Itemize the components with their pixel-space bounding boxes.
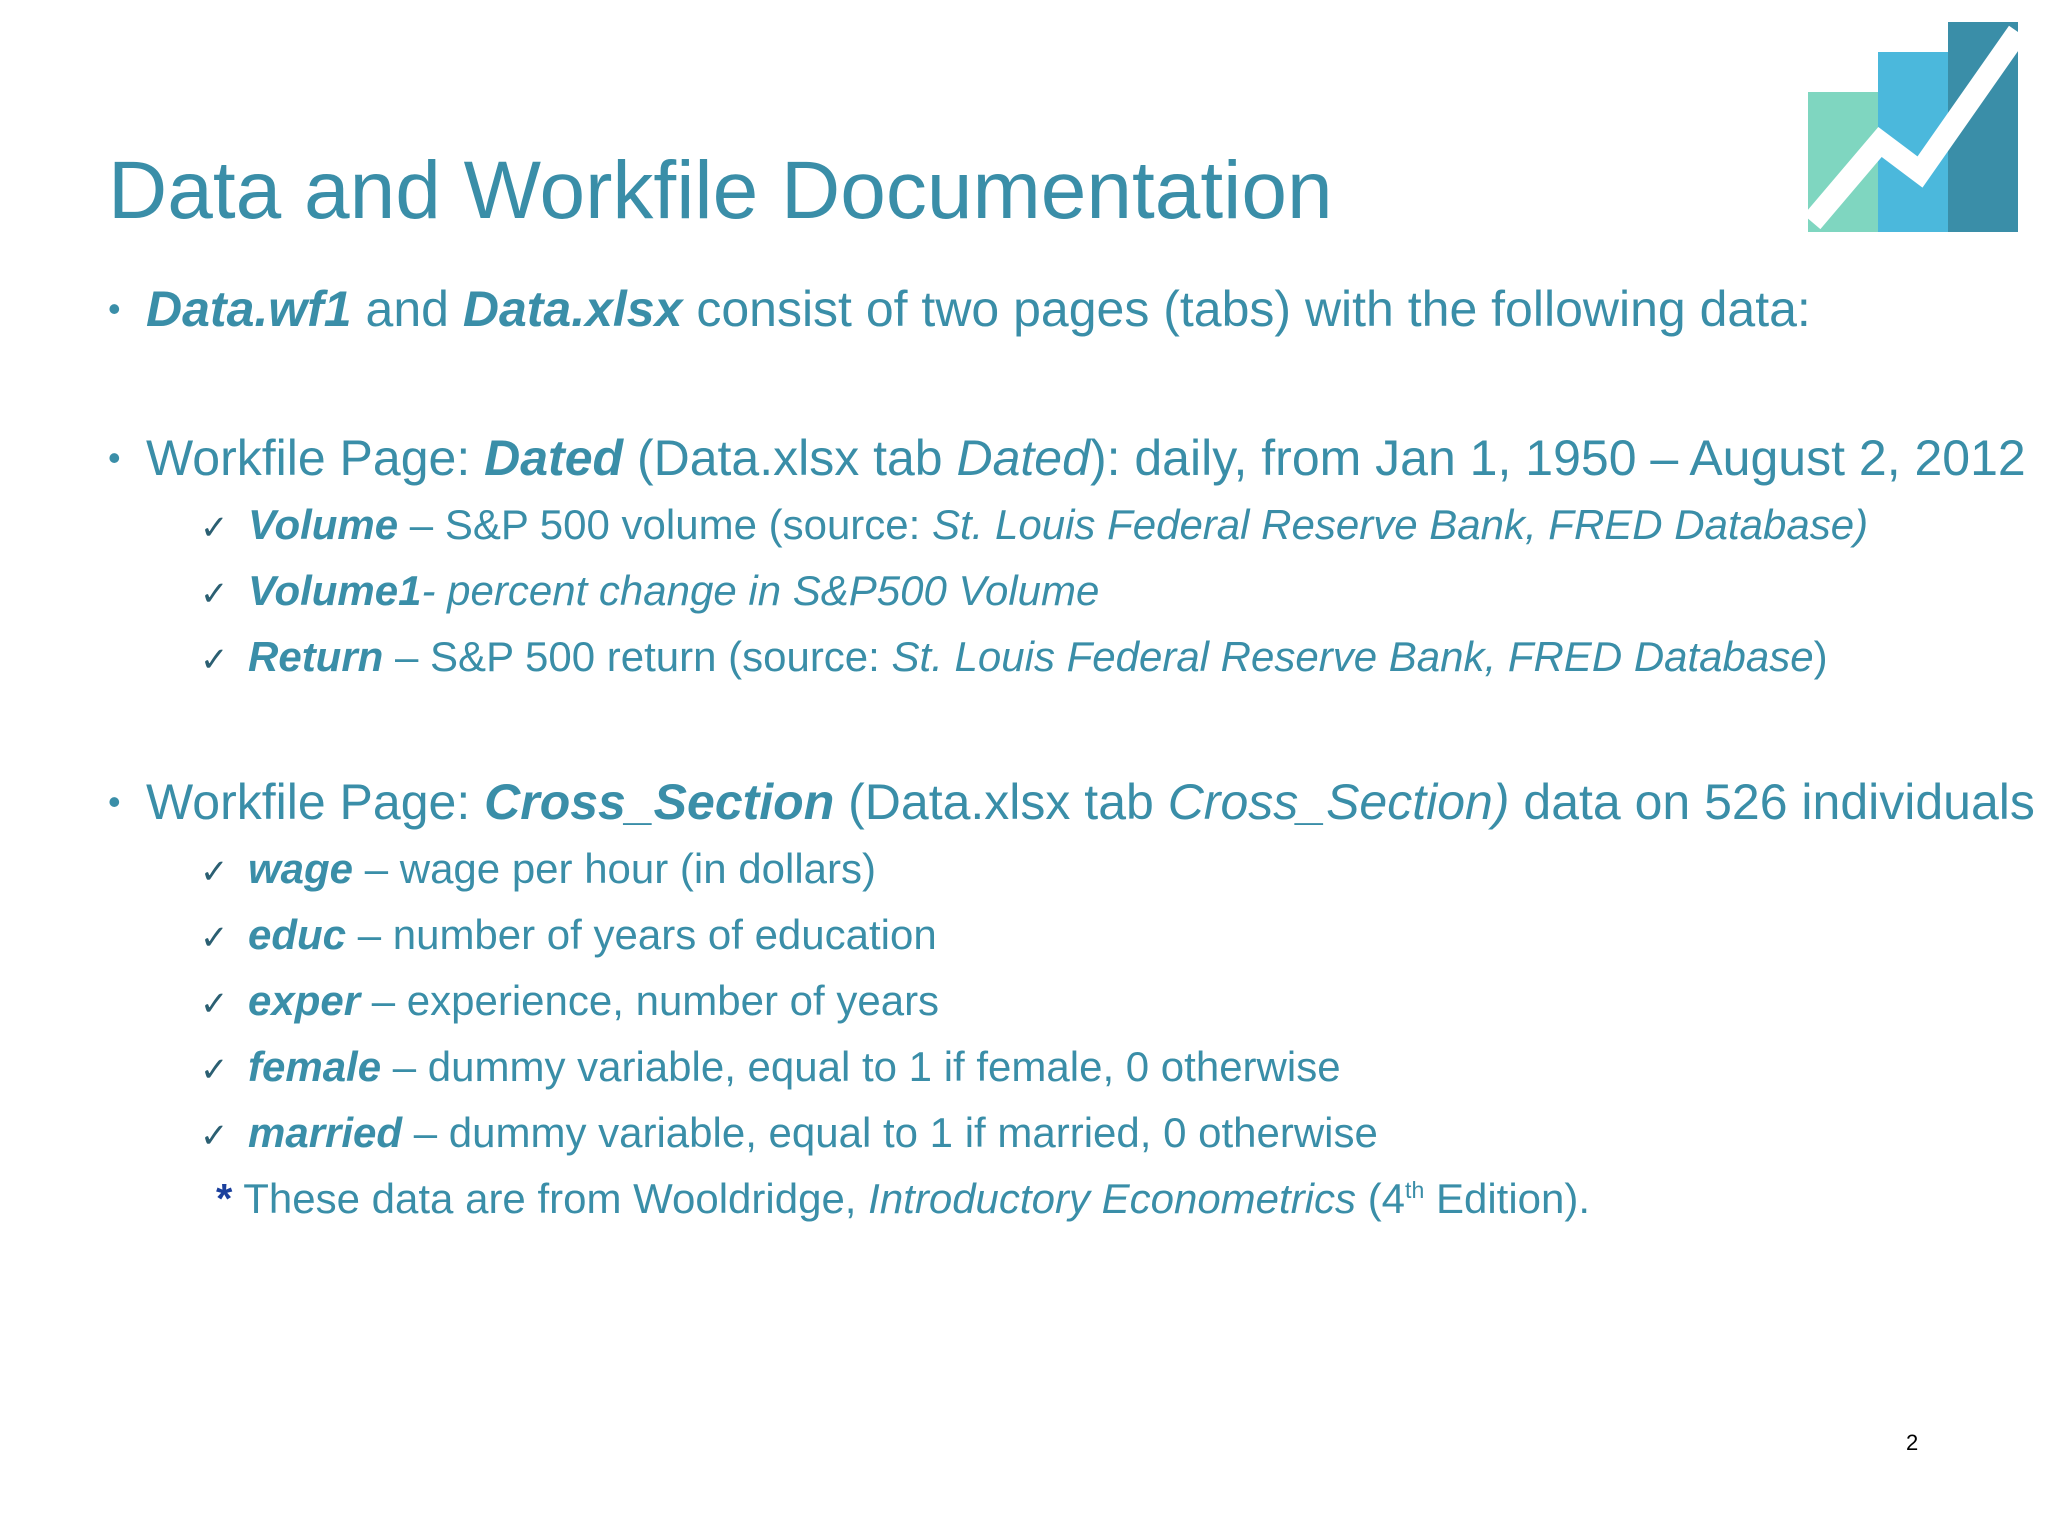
bullet-icon: • bbox=[108, 437, 121, 478]
cross-item-female: ✓ female – dummy variable, equal to 1 if female, 0 otherwise bbox=[200, 1043, 1341, 1090]
source-note: * These data are from Wooldridge, Introductory Econometrics (4th Edition). bbox=[216, 1175, 1591, 1222]
file-name-wf1: Data.wf1 bbox=[146, 281, 352, 337]
page-name-cross-section: Cross_Section bbox=[484, 774, 835, 830]
checkmark-icon: ✓ bbox=[200, 1051, 229, 1089]
checkmark-icon: ✓ bbox=[200, 1117, 229, 1155]
cross-section-page-bullet: • Workfile Page: Cross_Section (Data.xlsx tab Cross_Section) data on 526 individuals bbox=[108, 774, 2035, 830]
cross-item-wage: ✓ wage – wage per hour (in dollars) bbox=[200, 845, 876, 892]
page-name-dated: Dated bbox=[484, 430, 624, 486]
cross-item-married: ✓ married – dummy variable, equal to 1 if married, 0 otherwise bbox=[200, 1109, 1378, 1156]
dated-item-volume1: ✓ Volume1- percent change in S&P500 Volume bbox=[200, 567, 1100, 614]
dated-item-return: ✓ Return – S&P 500 return (source: St. Louis Federal Reserve Bank, FRED Database) bbox=[200, 633, 1828, 680]
checkmark-icon: ✓ bbox=[200, 985, 229, 1023]
bullet-icon: • bbox=[108, 781, 121, 822]
footnote-star: * bbox=[216, 1175, 233, 1222]
book-title: Introductory Econometrics bbox=[868, 1175, 1357, 1222]
cross-item-educ: ✓ educ – number of years of education bbox=[200, 911, 937, 958]
checkmark-icon: ✓ bbox=[200, 853, 229, 891]
dated-item-volume: ✓ Volume – S&P 500 volume (source: St. Louis Federal Reserve Bank, FRED Database) bbox=[200, 501, 1869, 548]
checkmark-icon: ✓ bbox=[200, 509, 229, 547]
intro-bullet: • Data.wf1 and Data.xlsx consist of two pages (tabs) with the following data: bbox=[108, 281, 1811, 337]
page-number: 2 bbox=[1906, 1430, 1919, 1455]
bullet-icon: • bbox=[108, 288, 121, 329]
slide-title: Data and Workfile Documentation bbox=[108, 145, 1333, 236]
rising-chart-logo-icon bbox=[1808, 22, 2018, 232]
dated-page-bullet: • Workfile Page: Dated (Data.xlsx tab Dated): daily, from Jan 1, 1950 – August 2, 2012 bbox=[108, 430, 2026, 486]
checkmark-icon: ✓ bbox=[200, 575, 229, 613]
cross-item-exper: ✓ exper – experience, number of years bbox=[200, 977, 940, 1024]
checkmark-icon: ✓ bbox=[200, 641, 229, 679]
checkmark-icon: ✓ bbox=[200, 919, 229, 957]
file-name-xlsx: Data.xlsx bbox=[462, 281, 683, 337]
